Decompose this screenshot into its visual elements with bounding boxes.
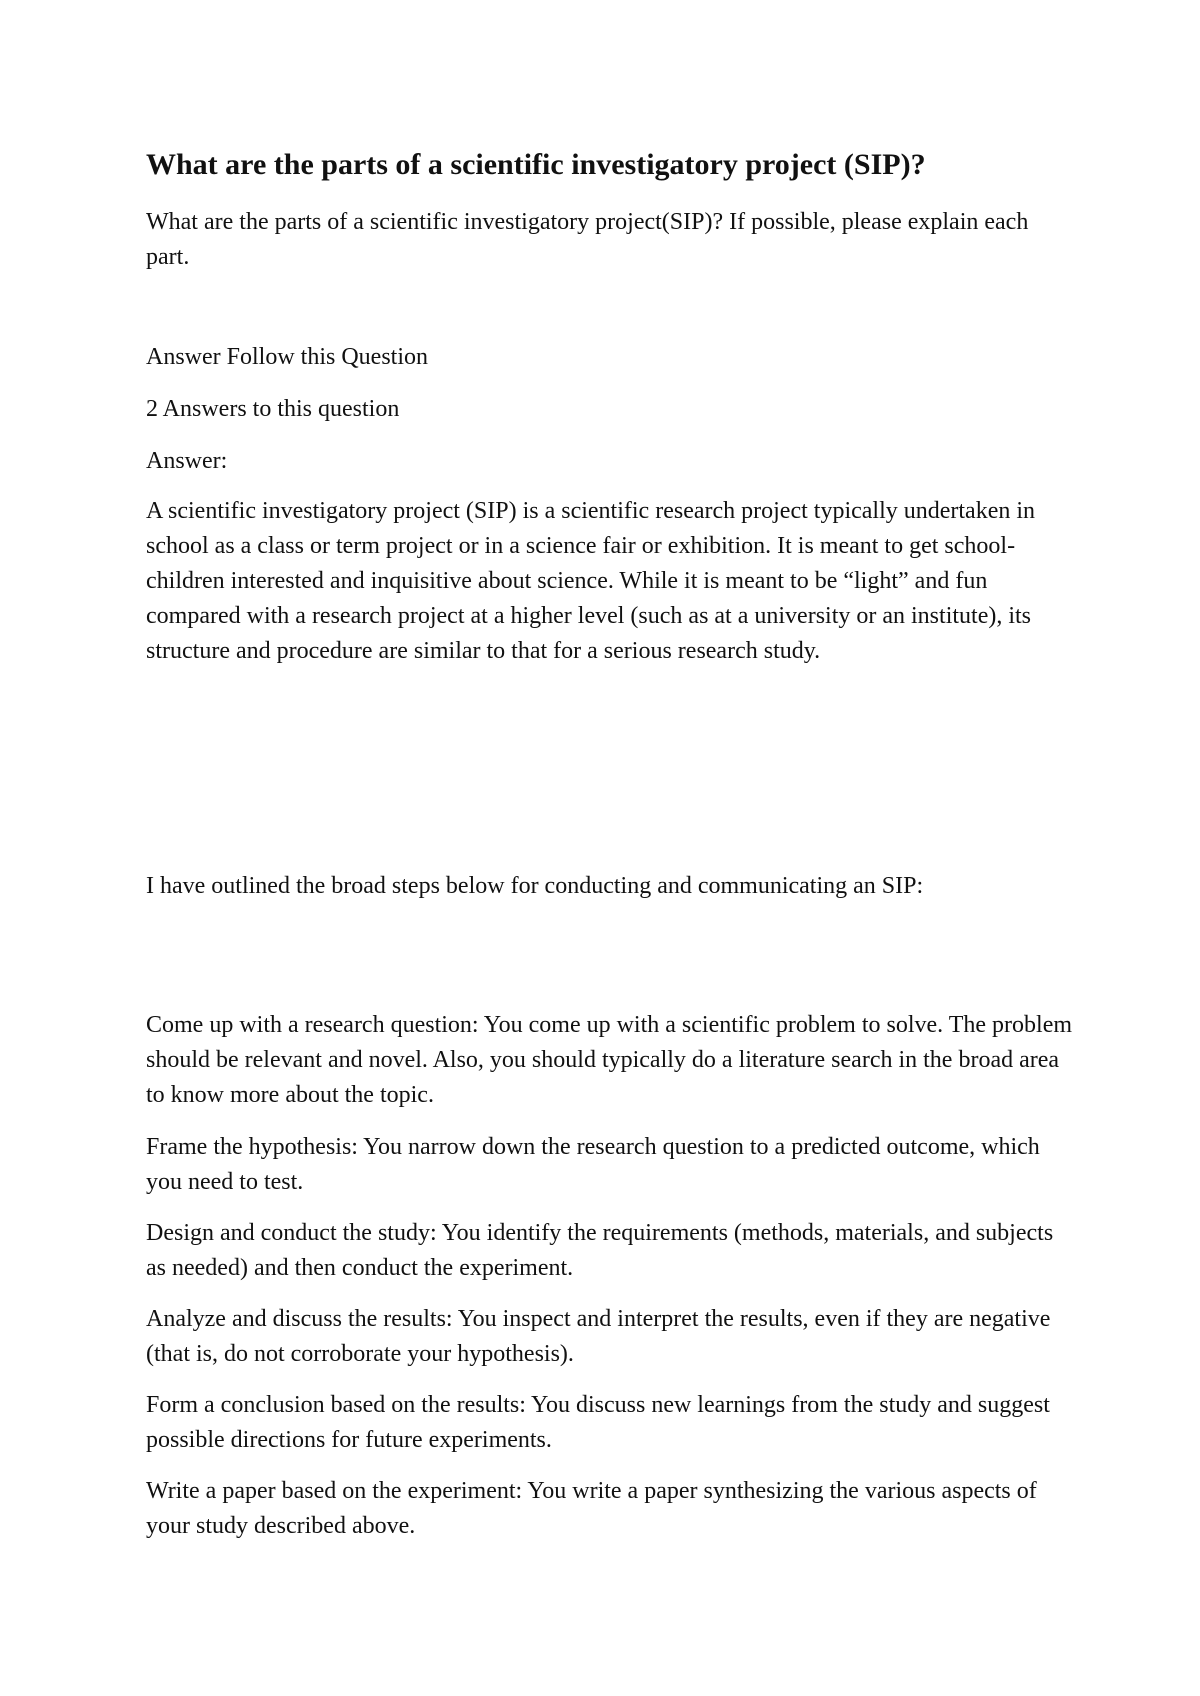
step-item: Write a paper based on the experiment: You write a paper synthesizing the various aspects of your study described above. bbox=[146, 1478, 1037, 1539]
answer-label: Answer: bbox=[146, 448, 228, 474]
step-item: Form a conclusion based on the results: You discuss new learnings from the study and suggest possible directions for future experiments. bbox=[146, 1392, 1050, 1453]
step-item: Frame the hypothesis: You narrow down the research question to a predicted outcome, which you need to test. bbox=[146, 1134, 1040, 1195]
answers-count-line: 2 Answers to this question bbox=[146, 396, 400, 422]
step-item: Come up with a research question: You come up with a scientific problem to solve. The problem should be relevant and novel. Also, you should typically do a literature search in the broad area to know more about the topic. bbox=[146, 1012, 1073, 1108]
steps-intro: I have outlined the broad steps below for conducting and communicating an SIP: bbox=[146, 873, 924, 899]
answer-paragraph: A scientific investigatory project (SIP) is a scientific research project typically undertaken in school as a class or term project or in a science fair or exhibition. It is meant to get school-children interested and inquisitive about science. While it is meant to be “light” and fun compared with a research project at a higher level (such as at a university or an institute), its structure and procedure are similar to that for a serious research study. bbox=[146, 498, 1036, 664]
step-item: Design and conduct the study: You identify the requirements (methods, materials, and subjects as needed) and then conduct the experiment. bbox=[146, 1220, 1054, 1281]
answer-follow-line: Answer Follow this Question bbox=[146, 344, 428, 370]
question-text: What are the parts of a scientific investigatory project(SIP)? If possible, please explain each part. bbox=[146, 209, 1029, 270]
document-title: What are the parts of a scientific investigatory project (SIP)? bbox=[146, 148, 926, 181]
step-item: Analyze and discuss the results: You inspect and interpret the results, even if they are negative (that is, do not corroborate your hypothesis). bbox=[146, 1306, 1051, 1367]
